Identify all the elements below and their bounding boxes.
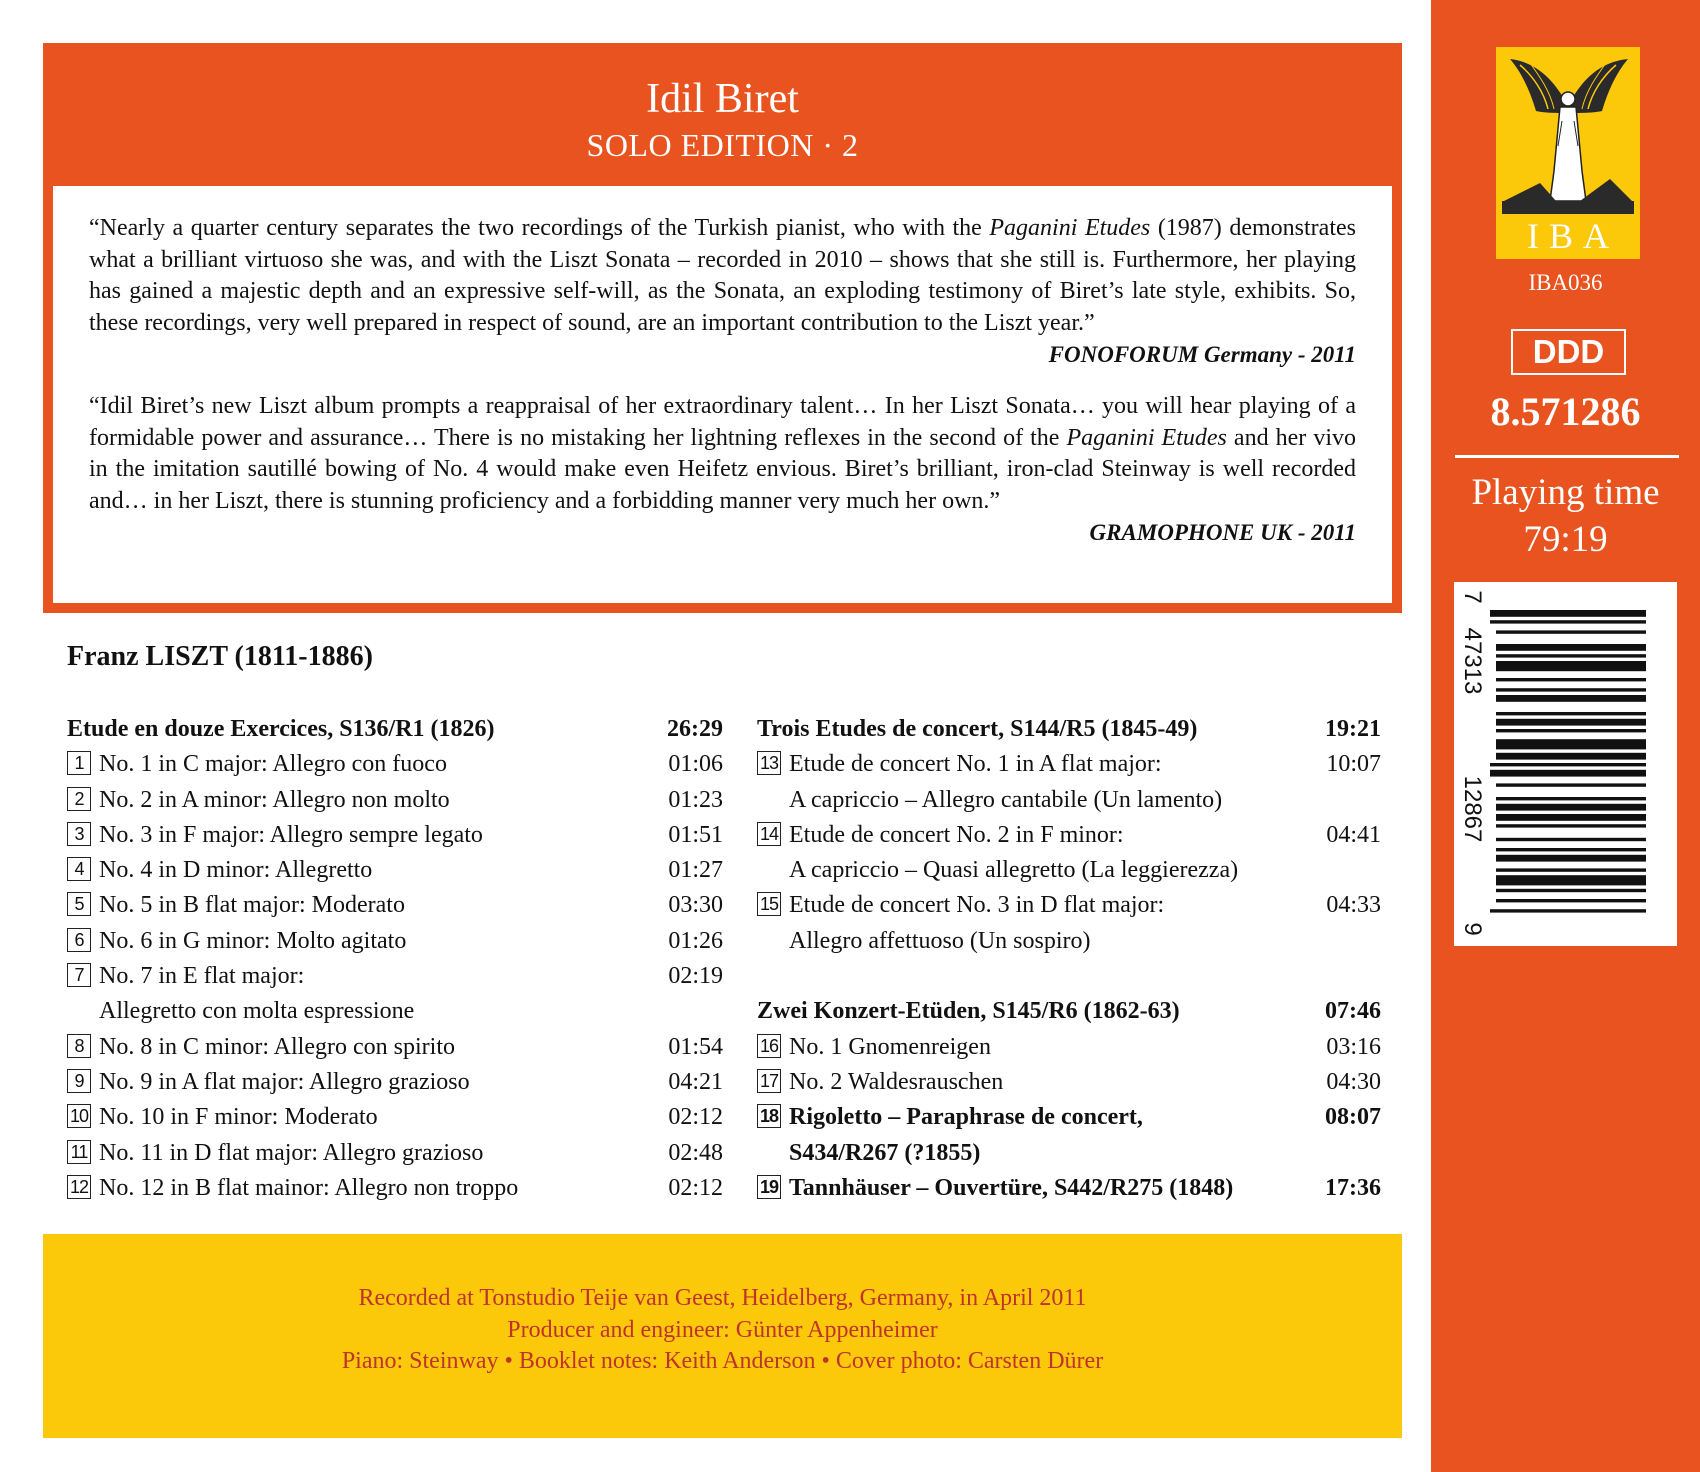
barcode-bar — [1496, 814, 1646, 821]
track-title-continued: Allegretto con molta espressione — [99, 998, 415, 1025]
barcode-bar — [1496, 654, 1646, 657]
track-row — [67, 888, 723, 923]
tracklist-left — [67, 712, 723, 1206]
track-row — [67, 853, 723, 888]
track-duration: 01:26 — [668, 927, 723, 954]
barcode-bar — [1496, 848, 1646, 851]
barcode-bar — [1496, 868, 1646, 871]
header-box — [43, 43, 1402, 613]
barcode-bars — [1490, 610, 1646, 916]
track-title: No. 1 Gnomenreigen — [789, 1033, 991, 1060]
track-number: 7 — [67, 963, 91, 987]
barcode-bar — [1496, 838, 1646, 841]
track-row — [67, 818, 723, 853]
work-heading — [757, 712, 1381, 747]
track-duration: 10:07 — [1326, 751, 1381, 778]
barcode-bar — [1490, 763, 1646, 766]
edition-title: SOLO EDITION · 2 — [586, 127, 859, 163]
ddd-badge: DDD — [1511, 329, 1626, 375]
track-row — [757, 1171, 1381, 1206]
track-title: Etude de concert No. 3 in D flat major: — [789, 892, 1165, 919]
work-title: Zwei Konzert-Etüden, S145/R6 (1862-63) — [757, 998, 1180, 1025]
track-duration: 08:07 — [1325, 1104, 1381, 1131]
barcode-bar — [1490, 909, 1646, 912]
review-quote-1: “Nearly a quarter century separates the two recordings of the Turkish pianist, who with the Paganini Etudes (1987) demonstrates what a brilliant virtuoso she was, and with the Liszt Sonata – recorded in 2010 – shows that she still is. Furthermore, her playing has gained a majestic depth and an expressive self-will, as the Sonata, an exploding testimony of Biret’s late style, exhibits. So, these recordings, very well prepared in respect of sound, are an important contribution to the Liszt year.” — [89, 215, 1356, 336]
track-duration: 01:23 — [668, 786, 723, 813]
track-duration: 04:41 — [1326, 821, 1381, 848]
track-title: No. 7 in E flat major: — [99, 963, 305, 990]
track-duration: 02:19 — [668, 963, 723, 990]
track-number: 15 — [757, 892, 781, 916]
track-title: No. 6 in G minor: Molto agitato — [99, 927, 407, 954]
barcode-bar — [1490, 620, 1646, 623]
track-title-continued: A capriccio – Quasi allegretto (La leggierezza) — [789, 857, 1239, 884]
track-title: No. 4 in D minor: Allegretto — [99, 857, 373, 884]
track-row — [757, 747, 1381, 782]
track-title: No. 12 in B flat mainor: Allegro non troppo — [99, 1174, 519, 1201]
track-duration: 01:54 — [668, 1033, 723, 1060]
barcode-bar — [1490, 610, 1646, 617]
work-title: Trois Etudes de concert, S144/R5 (1845-49) — [757, 716, 1198, 742]
track-duration: 17:36 — [1325, 1174, 1381, 1201]
playing-time-label: Playing time — [1471, 472, 1660, 513]
divider — [1455, 455, 1679, 458]
track-title: No. 1 in C major: Allegro con fuoco — [99, 751, 447, 778]
barcode-digit-first: 7 — [1459, 590, 1486, 604]
track-duration: 02:48 — [668, 1139, 723, 1166]
barcode-bar — [1496, 678, 1646, 681]
track-title: Rigoletto – Paraphrase de concert, — [789, 1104, 1143, 1131]
track-row — [67, 783, 723, 818]
barcode-bar — [1496, 804, 1646, 811]
review-quote-2: “Idil Biret’s new Liszt album prompts a reappraisal of her extraordinary talent… In her Liszt Sonata… you will hear playing of a formidable power and assurance… There is no mistaking her lightning reflexes in the second of the Paganini Etudes and her vivo in the imitation sautillé bowing of No. 4 would make even Heifetz envious. Biret’s brilliant, iron-clad Steinway is well recorded and… in her Liszt, there is stunning proficiency and a forbidding manner very much her own.” — [89, 393, 1356, 514]
track-duration: 01:51 — [668, 821, 723, 848]
work-title: Etude en douze Exercices, S136/R1 (1826) — [67, 716, 495, 742]
catalog-number-small: IBA036 — [1528, 270, 1603, 295]
barcode-bar — [1496, 797, 1646, 800]
track-row — [757, 1030, 1381, 1065]
work-heading — [67, 712, 723, 747]
track-title-continued: S434/R267 (?1855) — [789, 1139, 981, 1166]
work-heading — [757, 994, 1381, 1029]
playing-time-value: 79:19 — [1523, 519, 1608, 560]
track-row — [757, 1100, 1381, 1135]
track-row — [67, 1030, 723, 1065]
barcode-digits-group-1: 47313 — [1459, 627, 1486, 695]
catalog-number: 8.571286 — [1490, 389, 1641, 434]
track-number: 10 — [67, 1104, 91, 1128]
track-number: 16 — [757, 1034, 781, 1058]
track-title: No. 10 in F minor: Moderato — [99, 1104, 378, 1131]
work-duration: 07:46 — [1325, 998, 1381, 1025]
track-number: 3 — [67, 822, 91, 846]
track-number: 6 — [67, 928, 91, 952]
track-row — [757, 1065, 1381, 1100]
barcode-bar — [1496, 712, 1646, 715]
track-number: 1 — [67, 751, 91, 775]
barcode-bar — [1496, 753, 1646, 760]
track-title: Etude de concert No. 2 in F minor: — [789, 821, 1124, 848]
barcode-bar — [1496, 695, 1646, 702]
barcode-digit-last: 9 — [1459, 922, 1486, 936]
track-row — [67, 1136, 723, 1171]
track-number: 11 — [67, 1140, 91, 1164]
track-number: 4 — [67, 857, 91, 881]
barcode-bar — [1496, 661, 1646, 671]
track-number: 2 — [67, 787, 91, 811]
track-title: Etude de concert No. 1 in A flat major: — [789, 751, 1162, 778]
track-duration: 04:33 — [1326, 892, 1381, 919]
track-duration: 01:27 — [668, 857, 723, 884]
track-duration: 04:21 — [668, 1068, 723, 1095]
track-title-continued: A capriccio – Allegro cantabile (Un lamento) — [789, 786, 1223, 813]
credits-recorded: Recorded at Tonstudio Teije van Geest, Heidelberg, Germany, in April 2011 — [358, 1285, 1087, 1311]
credits-producer: Producer and engineer: Günter Appenheimer — [507, 1316, 938, 1343]
track-title: No. 5 in B flat major: Moderato — [99, 892, 405, 919]
logo-wordmark: IBA — [1527, 216, 1619, 256]
track-row — [67, 1065, 723, 1100]
track-number: 5 — [67, 892, 91, 916]
track-title: No. 8 in C minor: Allegro con spirito — [99, 1033, 455, 1060]
track-number: 18 — [757, 1104, 781, 1128]
review-source-2: GRAMOPHONE UK - 2011 — [1089, 520, 1356, 545]
track-row — [67, 747, 723, 782]
track-number: 12 — [67, 1175, 91, 1199]
barcode — [1454, 582, 1677, 946]
spacer — [757, 959, 1381, 994]
work-duration: 19:21 — [1325, 716, 1381, 742]
reviews-box — [53, 186, 1392, 603]
track-number: 14 — [757, 822, 781, 846]
barcode-bar — [1496, 688, 1646, 691]
track-number: 17 — [757, 1069, 781, 1093]
barcode-bar — [1496, 783, 1646, 786]
artist-name: Idil Biret — [646, 76, 799, 122]
track-title-continued: Allegro affettuoso (Un sospiro) — [789, 927, 1091, 954]
track-number: 9 — [67, 1069, 91, 1093]
barcode-bar — [1496, 729, 1646, 732]
track-duration: 01:06 — [668, 751, 723, 778]
track-duration: 02:12 — [668, 1174, 723, 1201]
tracklist-right — [757, 712, 1381, 1206]
angel-logo-icon — [1500, 51, 1636, 216]
track-row — [757, 818, 1381, 853]
barcode-bar — [1496, 644, 1646, 651]
barcode-digits-group-2: 12867 — [1459, 775, 1486, 843]
review-source-1: FONOFORUM Germany - 2011 — [1048, 342, 1356, 367]
track-title: No. 11 in D flat major: Allegro grazioso — [99, 1139, 484, 1166]
track-row — [67, 959, 723, 994]
track-duration: 03:16 — [1326, 1033, 1381, 1060]
track-row — [67, 1100, 723, 1135]
barcode-bar — [1496, 889, 1646, 892]
work-duration: 26:29 — [667, 716, 723, 742]
track-number: 13 — [757, 751, 781, 775]
track-title: No. 2 Waldesrauschen — [789, 1068, 1004, 1095]
barcode-bar — [1496, 824, 1646, 827]
barcode-bar — [1496, 875, 1646, 885]
track-number: 8 — [67, 1034, 91, 1058]
composer-heading: Franz LISZT (1811-1886) — [67, 641, 373, 672]
track-row — [67, 924, 723, 959]
track-row — [67, 1171, 723, 1206]
track-title: No. 2 in A minor: Allegro non molto — [99, 786, 450, 813]
barcode-bar — [1496, 630, 1646, 633]
track-title: Tannhäuser – Ouvertüre, S442/R275 (1848) — [789, 1174, 1234, 1201]
barcode-bar — [1496, 719, 1646, 726]
track-title: No. 3 in F major: Allegro sempre legato — [99, 821, 483, 848]
track-duration: 03:30 — [668, 892, 723, 919]
credits-box — [43, 1234, 1402, 1438]
track-title: No. 9 in A flat major: Allegro grazioso — [99, 1068, 470, 1095]
iba-logo — [1496, 47, 1640, 259]
side-panel — [1431, 0, 1700, 1472]
track-duration: 04:30 — [1326, 1068, 1381, 1095]
barcode-bar — [1490, 770, 1646, 777]
credits-piano: Piano: Steinway • Booklet notes: Keith Anderson • Cover photo: Carsten Dürer — [341, 1348, 1104, 1374]
track-number: 19 — [757, 1175, 781, 1199]
barcode-bar — [1496, 739, 1646, 749]
track-row — [757, 888, 1381, 923]
barcode-bar — [1496, 899, 1646, 902]
track-duration: 02:12 — [668, 1104, 723, 1131]
barcode-bar — [1496, 855, 1646, 862]
